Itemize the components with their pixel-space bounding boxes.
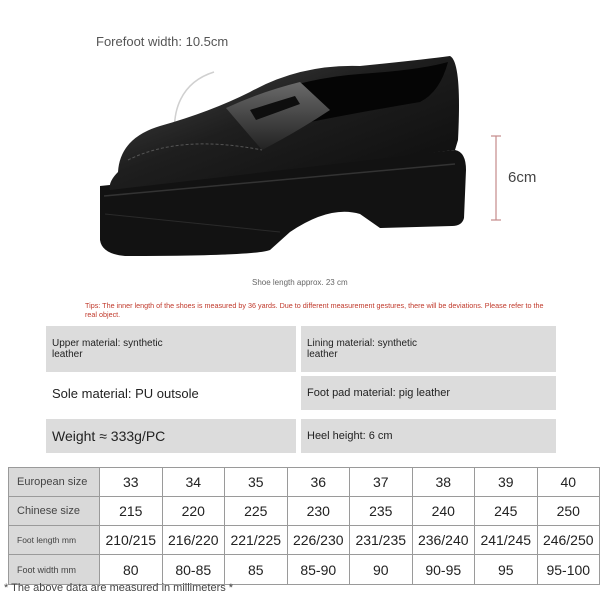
table-cell: 246/250	[537, 526, 600, 555]
size-table	[8, 467, 600, 585]
spec-foot-pad-text: Foot pad material: pig leather	[307, 386, 451, 399]
table-row	[9, 555, 600, 585]
table-cell: 210/215	[100, 526, 163, 555]
spec-lining-material	[301, 326, 556, 372]
spec-sole-material	[46, 376, 296, 410]
spec-foot-pad-material	[301, 376, 556, 410]
spec-sole-text: Sole material: PU outsole	[52, 385, 199, 401]
table-cell: 231/235	[350, 526, 413, 555]
table-cell: 85-90	[287, 555, 350, 585]
table-cell: 245	[475, 497, 538, 526]
table-cell: 33	[100, 468, 163, 497]
table-cell: 38	[412, 468, 475, 497]
row-label-foot-length: Foot length mm	[9, 526, 100, 555]
table-cell: 80-85	[162, 555, 225, 585]
spec-heel-text: Heel height: 6 cm	[307, 429, 393, 442]
table-cell: 80	[100, 555, 163, 585]
tips-text: Tips: The inner length of the shoes is measured by 36 yards. Due to different measurement gestures, there will be deviations. Please refer to the real object.	[85, 301, 544, 319]
table-cell: 220	[162, 497, 225, 526]
spec-weight	[46, 419, 296, 453]
table-cell: 37	[350, 468, 413, 497]
table-cell: 235	[350, 497, 413, 526]
table-cell: 225	[225, 497, 288, 526]
table-cell: 95	[475, 555, 538, 585]
table-row	[9, 526, 600, 555]
table-cell: 36	[287, 468, 350, 497]
table-cell: 90-95	[412, 555, 475, 585]
spec-lining-text: Lining material: synthetic leather	[307, 338, 418, 360]
table-cell: 226/230	[287, 526, 350, 555]
table-cell: 34	[162, 468, 225, 497]
table-row	[9, 468, 600, 497]
shoe-image	[0, 0, 606, 300]
shoe-height-label: 6cm	[508, 169, 537, 186]
table-cell: 241/245	[475, 526, 538, 555]
table-cell: 95-100	[537, 555, 600, 585]
table-cell: 215	[100, 497, 163, 526]
table-cell: 221/225	[225, 526, 288, 555]
table-cell: 216/220	[162, 526, 225, 555]
forefoot-width-label: Forefoot width: 10.5cm	[96, 34, 229, 49]
row-label-chinese: Chinese size	[9, 497, 100, 526]
table-cell: 240	[412, 497, 475, 526]
spec-upper-text: Upper material: synthetic leather	[52, 338, 163, 360]
table-cell: 35	[225, 468, 288, 497]
shoe-length-label: Shoe length approx. 23 cm	[252, 278, 348, 287]
table-row	[9, 497, 600, 526]
table-cell: 85	[225, 555, 288, 585]
table-cell: 236/240	[412, 526, 475, 555]
table-cell: 230	[287, 497, 350, 526]
row-label-european: European size	[9, 468, 100, 497]
spec-upper-material	[46, 326, 296, 372]
table-cell: 250	[537, 497, 600, 526]
spec-heel-height	[301, 419, 556, 453]
row-label-foot-width: Foot width mm	[9, 555, 100, 585]
spec-weight-text: Weight ≈ 333g/PC	[52, 428, 166, 444]
footnote: * The above data are measured in millimeters *	[4, 582, 234, 594]
table-cell: 90	[350, 555, 413, 585]
table-cell: 40	[537, 468, 600, 497]
table-cell: 39	[475, 468, 538, 497]
